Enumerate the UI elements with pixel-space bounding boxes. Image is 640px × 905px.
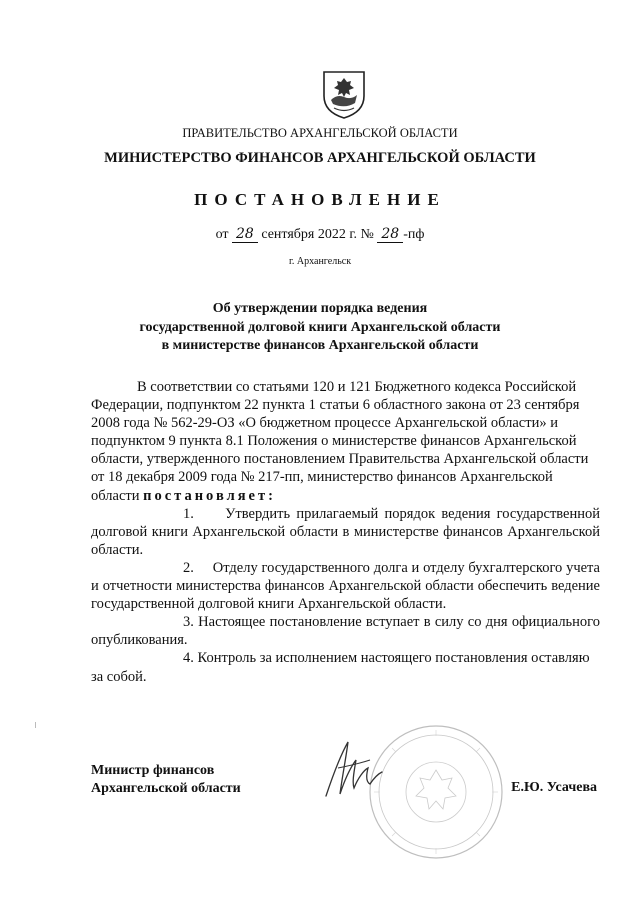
document-body (91, 378, 600, 686)
number-suffix: -пф (403, 227, 425, 242)
preamble-text: В соответствии со статьями 120 и 121 Бюджетного кодекса Российской Федерации, подпунктом 22 пункта 1 статьи 6 областного закона от 23 сентября 2008 года № 562-29-ОЗ «О бюджетном процессе Архангельской области» и подпунктом 9 пункта 8.1 Положения о министерстве финансов Архангельской области, утвержденного постановлением Правительства Архангельской области от 18 декабря 2009 года № 217-пп, министерство финансов Архангельской области (91, 379, 589, 504)
list-item (91, 649, 600, 685)
subject-line: государственной долговой книги Архангельской области (139, 319, 501, 335)
list-item (91, 559, 600, 613)
decree-word: постановляет: (143, 487, 276, 504)
document-dateline (0, 226, 640, 243)
ministry-name: МИНИСТЕРСТВО ФИНАНСОВ АРХАНГЕЛЬСКОЙ ОБЛАСТИ (104, 150, 536, 166)
item-number: 2. (183, 559, 194, 576)
subject-line: в министерстве финансов Архангельской области (161, 338, 479, 353)
signer-name: Е.Ю. Усачева (511, 780, 597, 795)
handwritten-signature (318, 738, 388, 802)
handwritten-day: 28 (232, 226, 258, 243)
subject-line: Об утверждении порядка ведения (212, 301, 428, 316)
date-month-year: сентября 2022 г. № (261, 227, 374, 242)
item-text: Отделу государственного долга и отделу бухгалтерского учета и отчетности министерства финансов Архангельской области обеспечить ведение государственной долговой книги Архангельской области. (91, 559, 600, 613)
signer-title-line: Министр финансов (91, 763, 215, 778)
margin-mark (35, 722, 36, 728)
item-text: Контроль за исполнением настоящего постановления оставляю за собой. (91, 650, 590, 685)
preamble-paragraph (91, 378, 600, 505)
city-name: г. Архангельск (288, 256, 352, 267)
list-item (91, 613, 600, 649)
item-text: Утвердить прилагаемый порядок ведения государственной долговой книги Архангельской области в министерстве финансов Архангельской области. (91, 505, 601, 558)
government-name: ПРАВИТЕЛЬСТВО АРХАНГЕЛЬСКОЙ ОБЛАСТИ (182, 126, 458, 140)
date-prefix: от (215, 227, 229, 242)
signer-title (91, 762, 241, 798)
item-number: 1. (183, 505, 194, 522)
list-item (91, 505, 600, 559)
item-number: 3. (183, 614, 194, 631)
coat-of-arms-icon (319, 66, 369, 121)
item-number: 4. (183, 650, 194, 667)
handwritten-number: 28 (377, 226, 403, 243)
document-subject (0, 300, 640, 356)
document-type-title: ПОСТАНОВЛЕНИЕ (194, 190, 446, 209)
item-text: Настоящее постановление вступает в силу со дня официального опубликования. (91, 614, 601, 649)
signer-title-line: Архангельской области (91, 781, 241, 796)
